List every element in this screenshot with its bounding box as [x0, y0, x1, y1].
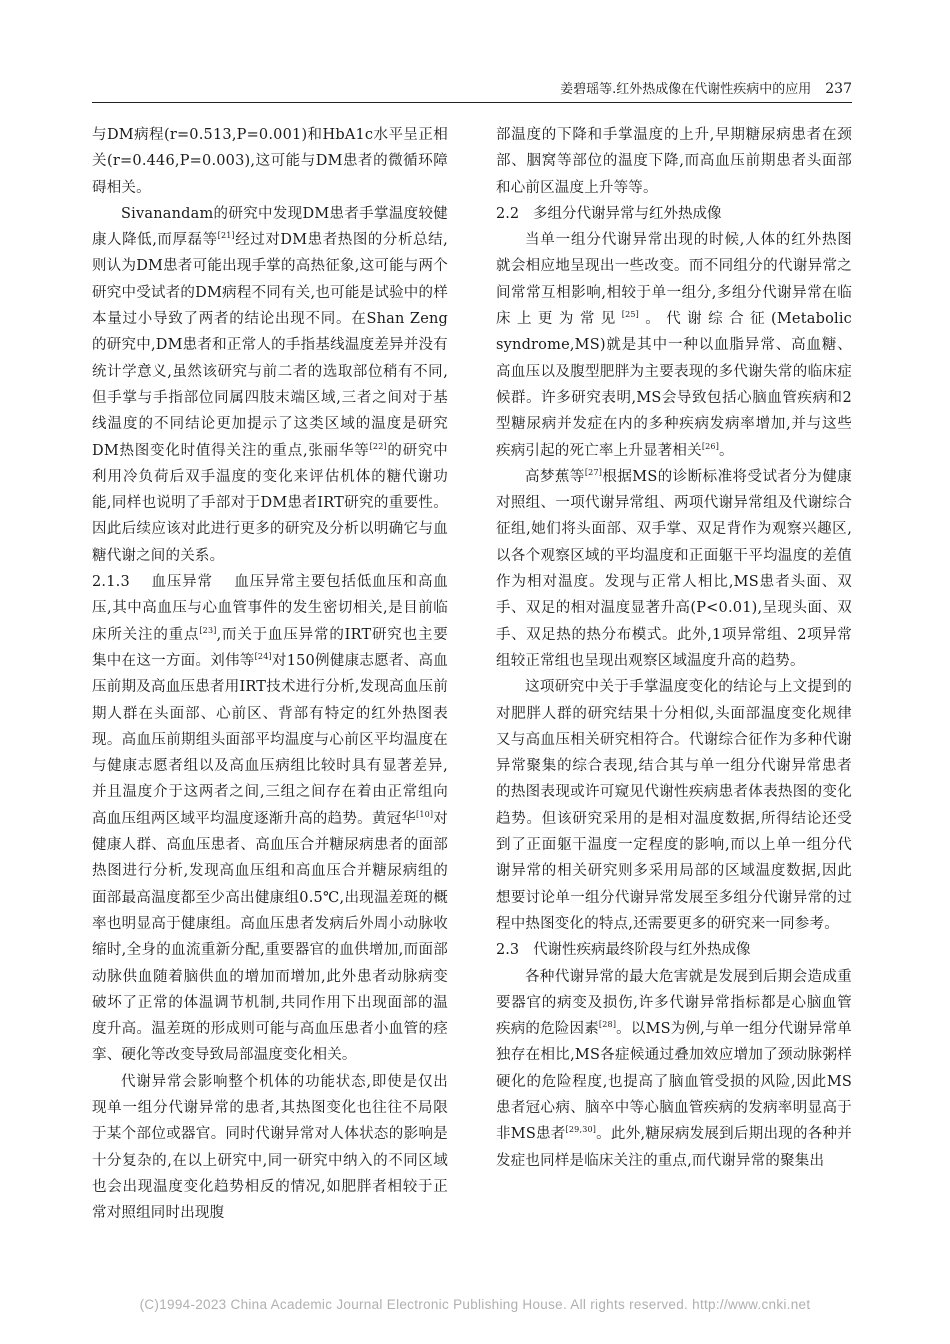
paragraph-multi-component	[496, 227, 852, 464]
copyright-footer: (C)1994-2023 China Academic Journal Electronic Publishing House. All rights reserved. http://www.cnki.net	[139, 1297, 811, 1312]
paragraph-final-stage	[496, 964, 852, 1174]
citation: [29,30]	[565, 1125, 597, 1135]
paragraph-continued: 与DM病程(r=0.513,P=0.001)和HbA1c水平呈正相关(r=0.446,P=0.003),这可能与DM患者的微循环障碍相关。	[92, 127, 448, 196]
paragraph-metabolic-effects: 代谢异常会影响整个机体的功能状态,即使是仅出现单一组分代谢异常的患者,其热图变化也往往不局限于某个部位或器官。同时代谢异常对人体状态的影响是十分复杂的,在以上研究中,同一研究中纳入的不同区域也会出现温度变化趋势相反的情况,如肥胖者相较于正常对照组同时出现腹	[92, 1073, 448, 1222]
page-number: 237	[825, 81, 852, 97]
text-run: 经过对DM患者热图的分析总结,则认为DM患者可能出现手掌的高热征象,这可能与两个研究中受试者的DM病程不同有关,也可能是试验中的样本量过小导致了两者的结论出现不同。在Shan Zeng的研究中,DM患者和正常人的手指基线温度差异并没有统计学意义,虽然该研究与前二者的选取部位稍有不同,但手掌与手指部位同属四肢末端区域,三者之间对于基线温度的不同结论更加提示了这类区域的温度是研究DM热图变化时值得关注的重点,张丽华等	[92, 232, 448, 459]
citation: [21]	[217, 231, 235, 241]
text-run: 血压异常主要包括低血压和高血压,其中高血压与心血管事件的发生密切相关,是目前临床所关注的重点	[92, 574, 448, 643]
text-run: 的研究中利用冷负荷后双手温度的变化来评估机体的糖代谢功能,同样也说明了手部对于DM患者IRT研究的重要性。因此后续应该对此进行更多的研究及分析以明确它与血糖代谢之间的关系。	[92, 442, 448, 564]
section-number: 2.2	[496, 205, 520, 222]
text-run: 根据MS的诊断标准将受试者分为健康对照组、一项代谢异常组、两项代谢异常组及代谢综合征组,她们将头面部、双手掌、双足背作为观察兴趣区,以各个观察区域的平均温度和正面躯干平均温度的差值作为相对温度。发现与正常人相比,MS患者头面、双手、双足的相对温度显著升高(P<0.01),呈现头面、双手、双足热的热分布模式。此外,1项异常组、2项异常组较正常组也呈现出观察区域温度升高的趋势。	[496, 468, 852, 669]
right-column	[496, 122, 852, 1174]
text-run: Sivanandam的研究中发现DM患者手掌温度较健康人降低,而厚磊等	[92, 205, 448, 249]
section-title: 代谢性疾病最终阶段与红外热成像	[533, 942, 751, 959]
citation: [26]	[701, 441, 720, 451]
running-header	[92, 80, 852, 103]
citation: [10]	[416, 809, 434, 819]
text-run: 对150例健康志愿者、高血压前期及高血压患者用IRT技术进行分析,发现高血压前期人群在头面部、心前区、背部有特定的红外热图表现。高血压前期组头面部平均温度与心前区平均温度在与健康志愿者组以及高血压病组比较时具有显著差异,并且温度介于这两者之间,三组之间存在着由正常组向高血压组两区域平均温度逐渐升高的趋势。黄冠华	[92, 652, 448, 827]
section-number: 2.3	[496, 942, 520, 959]
text-run: 对健康人群、高血压患者、高血压合并糖尿病患者的面部热图进行分析,发现高血压组和高血压合并糖尿病组的面部最高温度都至少高出健康组0.5℃,出现温差斑的概率也明显高于健康组。高血压患者发病后外周小动脉收缩时,全身的血流重新分配,重要器官的血供增加,而面部动脉供血随着脑供血的增加而增加,此外患者动脉病变破坏了正常的体温调节机制,共同作用下出现面部的温度升高。温差斑的形成则可能与高血压患者小血管的痉挛、硬化等改变导致局部温度变化相关。	[92, 810, 448, 1064]
section-heading-2-3	[496, 937, 852, 963]
section-title: 多组分代谢异常与红外热成像	[533, 205, 722, 222]
paragraph-discussion: 这项研究中关于手掌温度变化的结论与上文提到的对肥胖人群的研究结果十分相似,头面部温度变化规律又与高血压相关研究相符合。代谢综合征作为多种代谢异常聚集的综合表现,结合其与单一组分代谢异常患者的热图表现或许可窥见代谢性疾病患者体表热图的变化趋势。但该研究采用的是相对温度数据,所得结论还受到了正面躯干温度一定程度的影响,而以上单一组分代谢异常的相关研究则多采用局部的区域温度数据,因此想要讨论单一组分代谢异常发展至多组分代谢异常的过程中热图变化的特点,还需要更多的研究来一同参考。	[496, 679, 852, 932]
section-number: 2.1.3	[92, 574, 130, 591]
paragraph-blood-pressure	[92, 569, 448, 1069]
citation: [25]	[621, 310, 639, 320]
text-run: 各种代谢异常的最大危害就是发展到后期会造成重要器官的病变及损伤,许多代谢异常指标都是心脑血管疾病的危险因素	[496, 968, 852, 1038]
text-run: 高梦蕉等	[525, 468, 585, 485]
running-title: 姜碧瑶等.红外热成像在代谢性疾病中的应用	[560, 82, 812, 97]
text-run: 当单一组分代谢异常出现的时候,人体的红外热图就会相应地呈现出一些改变。而不同组分的代谢异常之间常常互相影响,相较于单一组分,多组分代谢异常在临床上更为常见	[496, 232, 852, 328]
citation: [24]	[254, 652, 272, 662]
citation: [28]	[598, 1020, 617, 1030]
citation: [22]	[369, 441, 387, 451]
paragraph-continued: 部温度的下降和手掌温度的上升,早期糖尿病患者在颈部、胭窝等部位的温度下降,而高血压前期患者头面部和心前区温度上升等等。	[496, 127, 852, 196]
text-run: 。以MS为例,与单一组分代谢异常单独存在相比,MS各症候通过叠加效应增加了颈动脉粥样硬化的危险程度,也提高了脑血管受损的风险,因此MS患者冠心病、脑卒中等心脑血管疾病的发病率明显高于非MS患者	[496, 1021, 852, 1143]
section-heading-2-2	[496, 201, 852, 227]
citation: [23]	[199, 625, 217, 635]
paragraph-gao-study	[496, 464, 852, 674]
text-run: 。代谢综合征(Metabolic syndrome,MS)就是其中一种以血脂异常、高血糖、高血压以及腹型肥胖为主要表现的多代谢失常的临床症候群。许多研究表明,MS会导致包括心脑血管疾病和2型糖尿病并发症在内的多种疾病发病率增加,并与这些疾病引起的死亡率上升显著相关	[496, 311, 852, 459]
citation: [27]	[584, 468, 603, 478]
left-column	[92, 122, 448, 1226]
text-run: ,而关于血压异常的IRT研究也主要集中在这一方面。刘伟等	[92, 626, 448, 669]
text-run: 。此外,糖尿病发展到后期出现的各种并发症也同样是临床关注的重点,而代谢异常的聚集出	[496, 1126, 852, 1169]
text-run: 。	[719, 442, 734, 459]
section-title: 血压异常	[151, 574, 213, 591]
paragraph-sivanandam	[92, 201, 448, 569]
